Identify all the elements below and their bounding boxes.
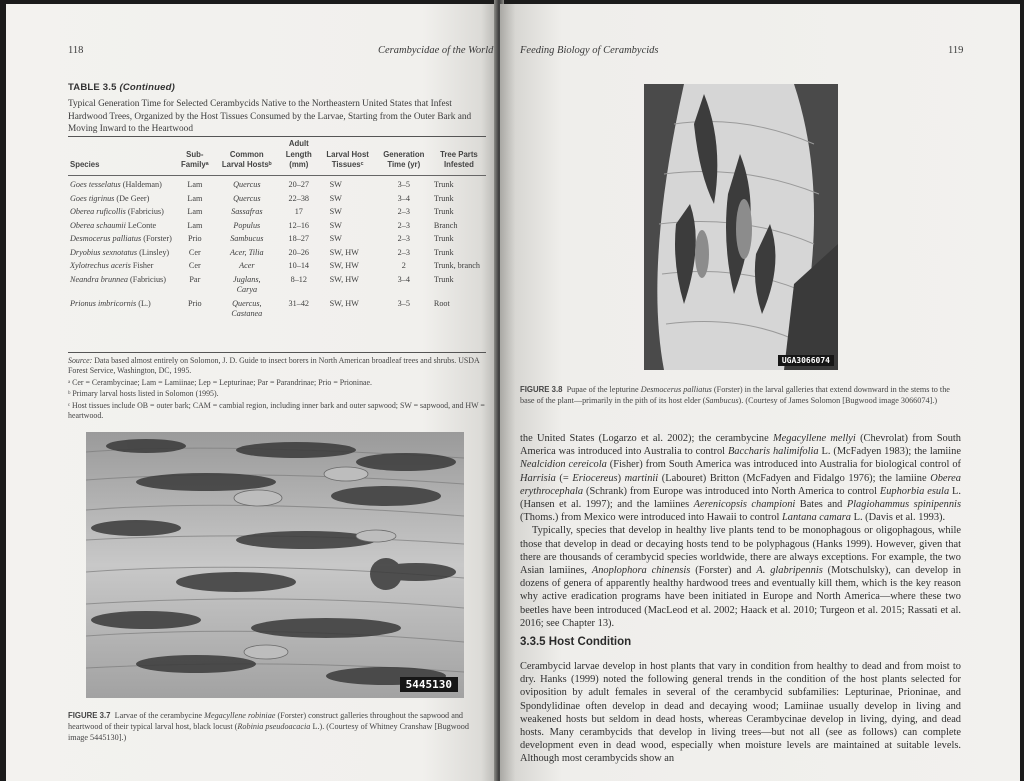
species-name: Goes tesselatus <box>70 180 121 189</box>
cell-hosts <box>216 246 278 260</box>
species-name: Oberea schaumii <box>70 220 126 230</box>
caption-text: Larvae of the cerambycine <box>114 711 203 720</box>
caption-text: Pupae of the lepturine <box>566 385 639 394</box>
host-primary: Quercus <box>233 180 261 189</box>
cell-parts: Root <box>433 298 450 308</box>
table-top-rule <box>68 136 486 137</box>
cell-generation: 3–4 <box>397 193 410 203</box>
cell-subfamily: Lam <box>187 180 203 189</box>
species-author: (Forster) <box>143 234 172 243</box>
caption-text: (Forster) construct galleries throughout the sapwood and heartwood of their typical larval host, black locust ( <box>68 711 464 731</box>
cell-hosts <box>216 219 278 233</box>
table-row <box>68 219 486 233</box>
cell-subfamily: Lam <box>187 220 203 230</box>
table-source <box>68 356 488 377</box>
figure-3-8-caption <box>520 384 962 406</box>
running-head: Feeding Biology of Cerambycids <box>520 45 659 56</box>
cell-tissues: SW <box>329 193 342 203</box>
table-continued: (Continued) <box>119 82 175 93</box>
cell-parts: Branch <box>433 220 458 230</box>
host-primary: Quercus, <box>232 298 262 308</box>
species-name: Neandra brunnea <box>70 274 128 284</box>
paragraph-introductions: the United States (Logarzo et al. 2002); the cerambycine Megacyllene mellyi (Chevrolat) from South America was introduced into Australia to control Baccharis halimifolia L. (McFadyen 1983); the lamiine Nealcidion cereicola (Fisher) from South America was introduced into Australia for biological control of Harrisia (= Eriocereus) martinii (Labouret) Britton (McFadyen and Fidalgo 1976); the lamiine Oberea erythrocephala (Schrank) from Europe was introduced into North America to control Euphorbia esula L. (Hansen et al. 1997); and the lamiines Aerenicopsis championi Bates and Plagiohammus spinipennis (Thoms.) from Mexico were introduced into Hawaii to control Lantana camara L. (Davis et al. 1993). <box>520 433 962 524</box>
footnote-c: ᶜ Host tissues include OB = outer bark; CAM = cambial region, including inner bark and outer sapwood; SW = sapwood, and HW = heartwood. <box>68 400 485 421</box>
cell-tissues: SW <box>329 207 342 216</box>
species-author: (Fabricius) <box>130 274 166 284</box>
body-text-host-condition <box>520 660 961 766</box>
caption-text: ). (Courtesy of James Solomon [Bugwood image 3066074].) <box>738 396 938 405</box>
host-secondary: Carya <box>236 285 258 294</box>
cell-generation: 2–3 <box>397 247 410 257</box>
cell-species <box>68 232 174 246</box>
figure-3-8-id-badge: UGA3066074 <box>778 355 834 366</box>
cell-hosts <box>216 297 278 321</box>
cell-tissues: SW, HW <box>329 261 359 270</box>
cell-tissues: SW, HW <box>329 247 359 257</box>
cell-hosts <box>216 178 278 192</box>
page-number: 118 <box>68 45 84 56</box>
caption-host: Robinia pseudoacacia <box>237 722 311 731</box>
species-author: (L.) <box>138 298 151 308</box>
table-header-row <box>68 139 486 175</box>
cell-length: 8–12 <box>290 274 307 284</box>
cell-length: 20–27 <box>288 180 310 189</box>
species-name: Xylotrechus aceris <box>70 261 131 270</box>
cell-species <box>68 259 174 273</box>
page-number: 119 <box>948 45 964 56</box>
figure-3-8-photo <box>644 84 838 370</box>
cell-subfamily: Prio <box>188 234 202 243</box>
host-primary: Acer <box>239 261 255 270</box>
caption-host: Sambucus <box>705 396 739 405</box>
cell-length: 17 <box>294 207 303 216</box>
footnote-b: ᵇ Primary larval hosts listed in Solomon (1995). <box>68 389 219 399</box>
body-text-continued <box>520 432 961 630</box>
species-author: LeConte <box>127 220 157 230</box>
cell-length: 10–14 <box>288 261 310 270</box>
col-subfamily: Sub-Familyᵃ <box>181 149 209 169</box>
cell-length: 18–27 <box>288 234 310 243</box>
col-generation: Generation Time (yr) <box>383 149 425 169</box>
cell-length: 20–26 <box>288 247 310 257</box>
table-bottom-rule <box>68 352 486 353</box>
species-name: Goes tigrinus <box>70 193 115 203</box>
cell-parts: Trunk <box>433 207 454 216</box>
table-notes <box>68 356 488 422</box>
table-row <box>68 297 486 321</box>
figure-3-7-caption <box>68 710 488 743</box>
species-author: (Fabricius) <box>127 207 164 216</box>
cell-length: 12–16 <box>288 220 310 230</box>
left-page <box>6 4 496 781</box>
host-secondary: Castanea <box>231 309 263 318</box>
elder-stem-pupae-image <box>644 84 838 370</box>
species-author: (Linsley) <box>139 247 170 257</box>
cell-generation: 2–3 <box>397 207 410 216</box>
host-primary: Populus <box>233 220 261 230</box>
cell-parts: Trunk <box>433 274 454 284</box>
source-label: Source: <box>68 356 93 365</box>
species-name: Oberea ruficollis <box>70 207 126 216</box>
figure-3-7-label: FIGURE 3.7 <box>68 711 111 720</box>
col-species: Species <box>70 160 100 169</box>
footnote-a: ᵃ Cer = Cerambycinae; Lam = Lamiinae; Lep = Lepturinae; Par = Parandrinae; Prio = Prioninae. <box>68 377 372 387</box>
right-page <box>500 4 1020 781</box>
host-primary: Sambucus <box>230 234 264 243</box>
cell-tissues: SW <box>329 180 342 189</box>
cell-hosts <box>216 205 278 219</box>
cell-hosts <box>216 273 278 297</box>
table-row <box>68 232 486 246</box>
col-parts: Tree Parts Infested <box>440 149 478 169</box>
table-row <box>68 259 486 273</box>
table-row <box>68 205 486 219</box>
paragraph-polyphagous: Typically, species that develop in healthy live plants tend to be monophagous or oligophagous, while those that develop in dead or decaying hosts tend to be polyphagous (Hanks 1999). However, given that there are thousands of cerambycid species worldwide, there are always exceptions. For example, the two Asian lamiines, Anoplophora chinensis (Forster) and A. glabripennis (Motschulsky), can develop in dozens of genera of apparently healthy hardwood trees and eventually kill them, which is the key reason why active eradication programs have been initiated in Europe and North America—where these two beetles have been introduced (MacLeod et al. 2002; Haack et al. 2010; Turgeon et al. 2015; Rassati et al. 2016; see Chapter 13). <box>520 525 961 629</box>
cell-length: 22–38 <box>288 193 310 203</box>
cell-generation: 3–5 <box>397 298 410 308</box>
species-author: (Haldeman) <box>122 180 162 189</box>
cell-parts: Trunk, branch <box>433 261 480 270</box>
table-row <box>68 273 486 297</box>
section-heading: 3.3.5 Host Condition <box>520 636 632 648</box>
caption-text: L.). (Courtesy of Whitney Cranshaw [Bugwood image 5445130].) <box>68 722 469 742</box>
cell-subfamily: Lam <box>187 207 203 216</box>
species-name: Desmocerus palliatus <box>70 234 142 243</box>
wood-galleries-image <box>86 432 464 698</box>
cell-parts: Trunk <box>433 193 454 203</box>
cell-subfamily: Cer <box>188 261 201 270</box>
figure-3-7-photo <box>86 432 464 698</box>
figure-3-7-id-badge: 5445130 <box>400 677 458 692</box>
cell-hosts <box>216 232 278 246</box>
cell-subfamily: Prio <box>188 298 202 308</box>
caption-species: Megacyllene robiniae <box>204 711 276 720</box>
cell-tissues: SW, HW <box>329 274 359 284</box>
col-hosts: Common Larval Hostsᵇ <box>221 149 272 169</box>
cell-species <box>68 219 174 233</box>
cell-tissues: SW, HW <box>329 298 359 308</box>
species-author: (De Geer) <box>116 193 150 203</box>
species-name: Dryobius sexnotatus <box>70 247 138 257</box>
cell-species <box>68 297 174 321</box>
cell-subfamily: Cer <box>188 247 201 257</box>
cell-species <box>68 246 174 260</box>
caption-species: Desmocerus palliatus <box>640 385 712 394</box>
table-row <box>68 192 486 206</box>
cell-tissues: SW <box>329 220 342 230</box>
host-primary: Juglans, <box>233 274 261 284</box>
cell-parts: Trunk <box>433 247 454 257</box>
cell-generation: 3–4 <box>397 274 410 284</box>
cell-parts: Trunk <box>433 234 454 243</box>
cell-species <box>68 192 174 206</box>
cell-generation: 2 <box>401 261 406 270</box>
figure-3-8-label: FIGURE 3.8 <box>520 385 563 394</box>
host-primary: Acer, Tilia <box>229 247 264 257</box>
running-head: Cerambycidae of the World <box>378 45 494 56</box>
cell-hosts <box>216 192 278 206</box>
cell-tissues: SW <box>329 234 342 243</box>
generation-table <box>68 139 486 321</box>
cell-parts: Trunk <box>433 180 454 189</box>
species-name: Prionus imbricornis <box>70 298 137 308</box>
col-length: Adult Length (mm) <box>285 139 312 169</box>
cell-generation: 2–3 <box>397 234 410 243</box>
cell-length: 31–42 <box>288 298 310 308</box>
host-primary: Sassafras <box>231 207 263 216</box>
cell-species <box>68 205 174 219</box>
cell-generation: 3–5 <box>397 180 410 189</box>
cell-generation: 2–3 <box>397 220 410 230</box>
cell-species <box>68 273 174 297</box>
cell-subfamily: Lam <box>187 193 203 203</box>
source-text: Data based almost entirely on Solomon, J. D. Guide to insect borers in North American broadleaf trees and shrubs. USDA Forest Service, Washington, DC, 1995. <box>68 356 480 376</box>
species-author: Fisher <box>132 261 154 270</box>
cell-subfamily: Par <box>189 274 201 284</box>
paragraph-host-condition: Cerambycid larvae develop in host plants that vary in condition from healthy to dead and from moist to dry. Hanks (1999) noted the following general trends in the condition of the host plants selected for oviposition by adult females in several of the cerambycid subfamilies: Lepturinae, Prioninae, and Spondylidinae often develop in dead and decaying wood; Lamiinae usually develop in living and weakened hosts but seldom in dead hosts, whereas Cerambycinae develop in living, dying, and dead hosts. Many cerambycids that develop in living trees—but not all (see as follows) can complete development even in dead wood, especially when moisture levels are maintained at suitable levels. Although most cerambycids show an <box>520 661 961 765</box>
table-row <box>68 178 486 192</box>
table-caption: Typical Generation Time for Selected Cerambycids Native to the Northeastern United States that Infest Hardwood Trees, Organized by the Host Tissues Consumed by the Larvae, Starting from the Outer Bark and Moving Inward to the Heartwood <box>68 99 472 135</box>
host-primary: Quercus <box>233 193 261 203</box>
caption-text: (Forster) in the larval galleries that extend downward in the stems to the base of the plant—primarily in the pith of its host elder ( <box>520 385 950 405</box>
table-row <box>68 246 486 260</box>
cell-species <box>68 178 174 192</box>
cell-hosts <box>216 259 278 273</box>
col-tissues: Larval Host Tissuesᶜ <box>326 149 369 169</box>
table-title <box>68 82 175 93</box>
table-label: TABLE 3.5 <box>68 82 117 93</box>
